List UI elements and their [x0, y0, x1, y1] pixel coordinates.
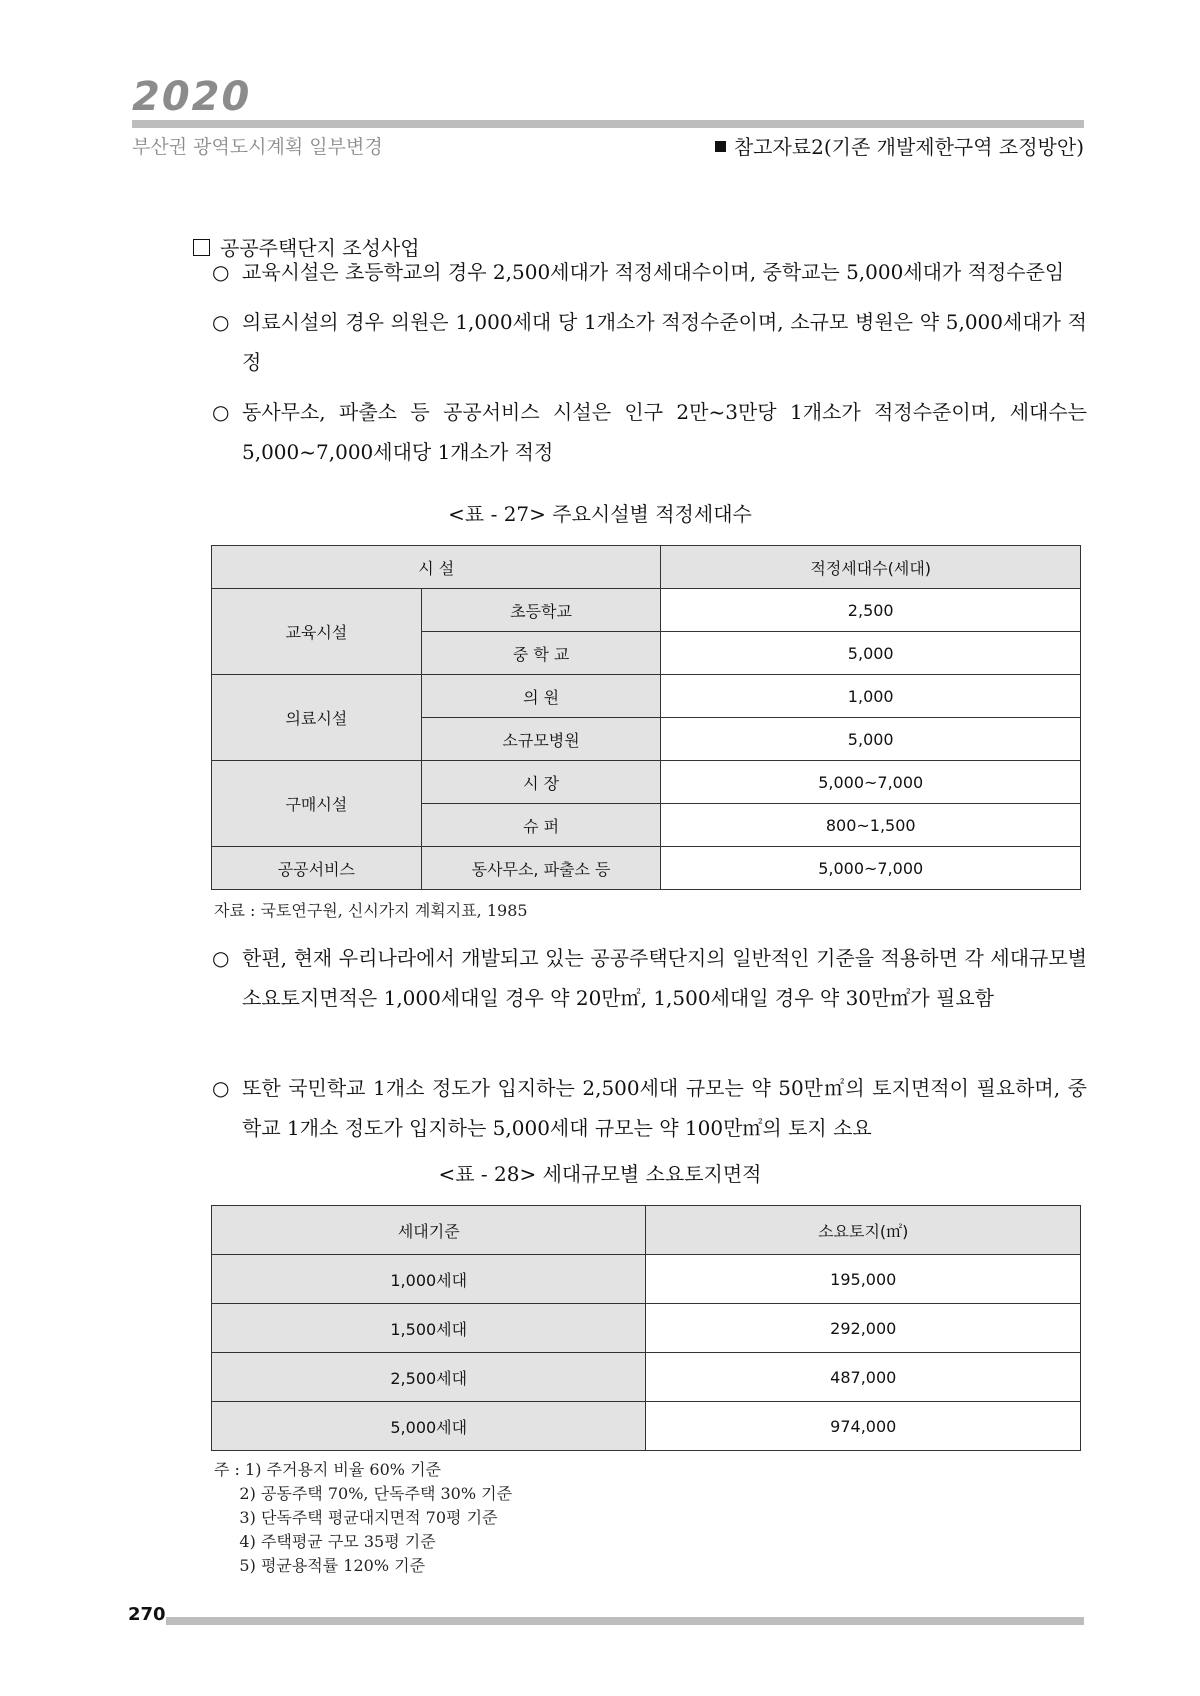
- item-cell: 시 장: [421, 761, 661, 804]
- header-household-scale: 세대기준: [212, 1206, 646, 1255]
- table-row: [212, 1304, 1081, 1353]
- reference-label-text: 참고자료2(기존 개발제한구역 조정방안): [733, 135, 1084, 159]
- checkbox-square-icon: [193, 239, 210, 256]
- table27-source: 자료 : 국토연구원, 신시가지 계획지표, 1985: [214, 901, 528, 920]
- item-cell: 초등학교: [421, 589, 661, 632]
- item-cell: 슈 퍼: [421, 804, 661, 847]
- note-line: 4) 주택평균 구모 35평 기준: [214, 1532, 436, 1551]
- circle-bullet-icon: ○: [212, 260, 230, 284]
- circle-bullet-icon: ○: [212, 1076, 230, 1100]
- table-row: [212, 761, 1081, 804]
- bullet-text: 동사무소, 파출소 등 공공서비스 시설은 인구 2만~3만당 1개소가 적정수준이며, 세대수는 5,000~7,000세대당 1개소가 적정: [242, 400, 1087, 464]
- table-row: [212, 847, 1081, 890]
- facility-household-table: [211, 545, 1081, 890]
- scale-cell: 1,500세대: [212, 1304, 646, 1353]
- header-required-land: 소요토지(㎡): [646, 1206, 1081, 1255]
- table-header-row: [212, 1206, 1081, 1255]
- circle-bullet-icon: ○: [212, 400, 230, 424]
- note-line: 2) 공동주택 70%, 단독주택 30% 기준: [214, 1484, 513, 1503]
- value-cell: 800~1,500: [661, 804, 1081, 847]
- note-line: 주 : 1) 주거용지 비율 60% 기준: [214, 1460, 441, 1479]
- document-title: 부산권 광역도시계획 일부변경: [132, 136, 383, 158]
- group-cell: 구매시설: [212, 761, 422, 847]
- value-cell: 1,000: [661, 675, 1081, 718]
- table-header-row: [212, 546, 1081, 589]
- header-rule: [132, 120, 1084, 128]
- scale-cell: 2,500세대: [212, 1353, 646, 1402]
- bullet-item: [212, 302, 1087, 382]
- land-cell: 974,000: [646, 1402, 1081, 1451]
- bullet-text: 교육시설은 초등학교의 경우 2,500세대가 적정세대수이며, 중학교는 5,000세대가 적정수준임: [242, 260, 1065, 284]
- table-row: [212, 1402, 1081, 1451]
- bullet-item: [212, 1068, 1087, 1148]
- square-bullet-icon: [715, 141, 726, 152]
- bullet-item: [212, 392, 1087, 472]
- scale-cell: 1,000세대: [212, 1255, 646, 1304]
- value-cell: 5,000: [661, 632, 1081, 675]
- value-cell: 5,000: [661, 718, 1081, 761]
- year-label: 2020: [132, 74, 252, 120]
- land-cell: 487,000: [646, 1353, 1081, 1402]
- group-cell: 교육시설: [212, 589, 422, 675]
- land-cell: 292,000: [646, 1304, 1081, 1353]
- value-cell: 2,500: [661, 589, 1081, 632]
- value-cell: 5,000~7,000: [661, 761, 1081, 804]
- footer-rule: [166, 1617, 1084, 1625]
- reference-label: [715, 131, 1084, 160]
- item-cell: 중 학 교: [421, 632, 661, 675]
- table27-caption: <표 - 27> 주요시설별 적정세대수: [448, 502, 752, 526]
- page-number: 270: [128, 1604, 166, 1625]
- land-area-table: [211, 1205, 1081, 1451]
- group-cell: 공공서비스: [212, 847, 422, 890]
- circle-bullet-icon: ○: [212, 946, 230, 970]
- table-row: [212, 675, 1081, 718]
- circle-bullet-icon: ○: [212, 310, 230, 334]
- item-cell: 의 원: [421, 675, 661, 718]
- header-household-count: 적정세대수(세대): [661, 546, 1081, 589]
- table-row: [212, 1353, 1081, 1402]
- section-title-text: 공공주택단지 조성사업: [220, 236, 420, 260]
- table-row: [212, 589, 1081, 632]
- scale-cell: 5,000세대: [212, 1402, 646, 1451]
- bullet-text: 한편, 현재 우리나라에서 개발되고 있는 공공주택단지의 일반적인 기준을 적용하면 각 세대규모별 소요토지면적은 1,000세대일 경우 약 20만㎡, 1,500세대일 경우 약 30만㎡가 필요함: [242, 946, 1087, 1010]
- bullet-text: 또한 국민학교 1개소 정도가 입지하는 2,500세대 규모는 약 50만㎡의 토지면적이 필요하며, 중학교 1개소 정도가 입지하는 5,000세대 규모는 약 100만㎡의 토지 소요: [242, 1076, 1087, 1140]
- item-cell: 소규모병원: [421, 718, 661, 761]
- table28-caption: <표 - 28> 세대규모별 소요토지면적: [438, 1162, 762, 1186]
- item-cell: 동사무소, 파출소 등: [421, 847, 661, 890]
- bullet-text: 의료시설의 경우 의원은 1,000세대 당 1개소가 적정수준이며, 소규모 병원은 약 5,000세대가 적정: [242, 310, 1087, 374]
- land-cell: 195,000: [646, 1255, 1081, 1304]
- bullet-item: [212, 938, 1087, 1018]
- table-row: [212, 1255, 1081, 1304]
- header-facility: 시 설: [212, 546, 661, 589]
- group-cell: 의료시설: [212, 675, 422, 761]
- note-line: 5) 평균용적률 120% 기준: [214, 1556, 426, 1575]
- bullet-item: [212, 252, 1087, 292]
- note-line: 3) 단독주택 평균대지면적 70평 기준: [214, 1508, 498, 1527]
- value-cell: 5,000~7,000: [661, 847, 1081, 890]
- table28-notes: [214, 1458, 512, 1578]
